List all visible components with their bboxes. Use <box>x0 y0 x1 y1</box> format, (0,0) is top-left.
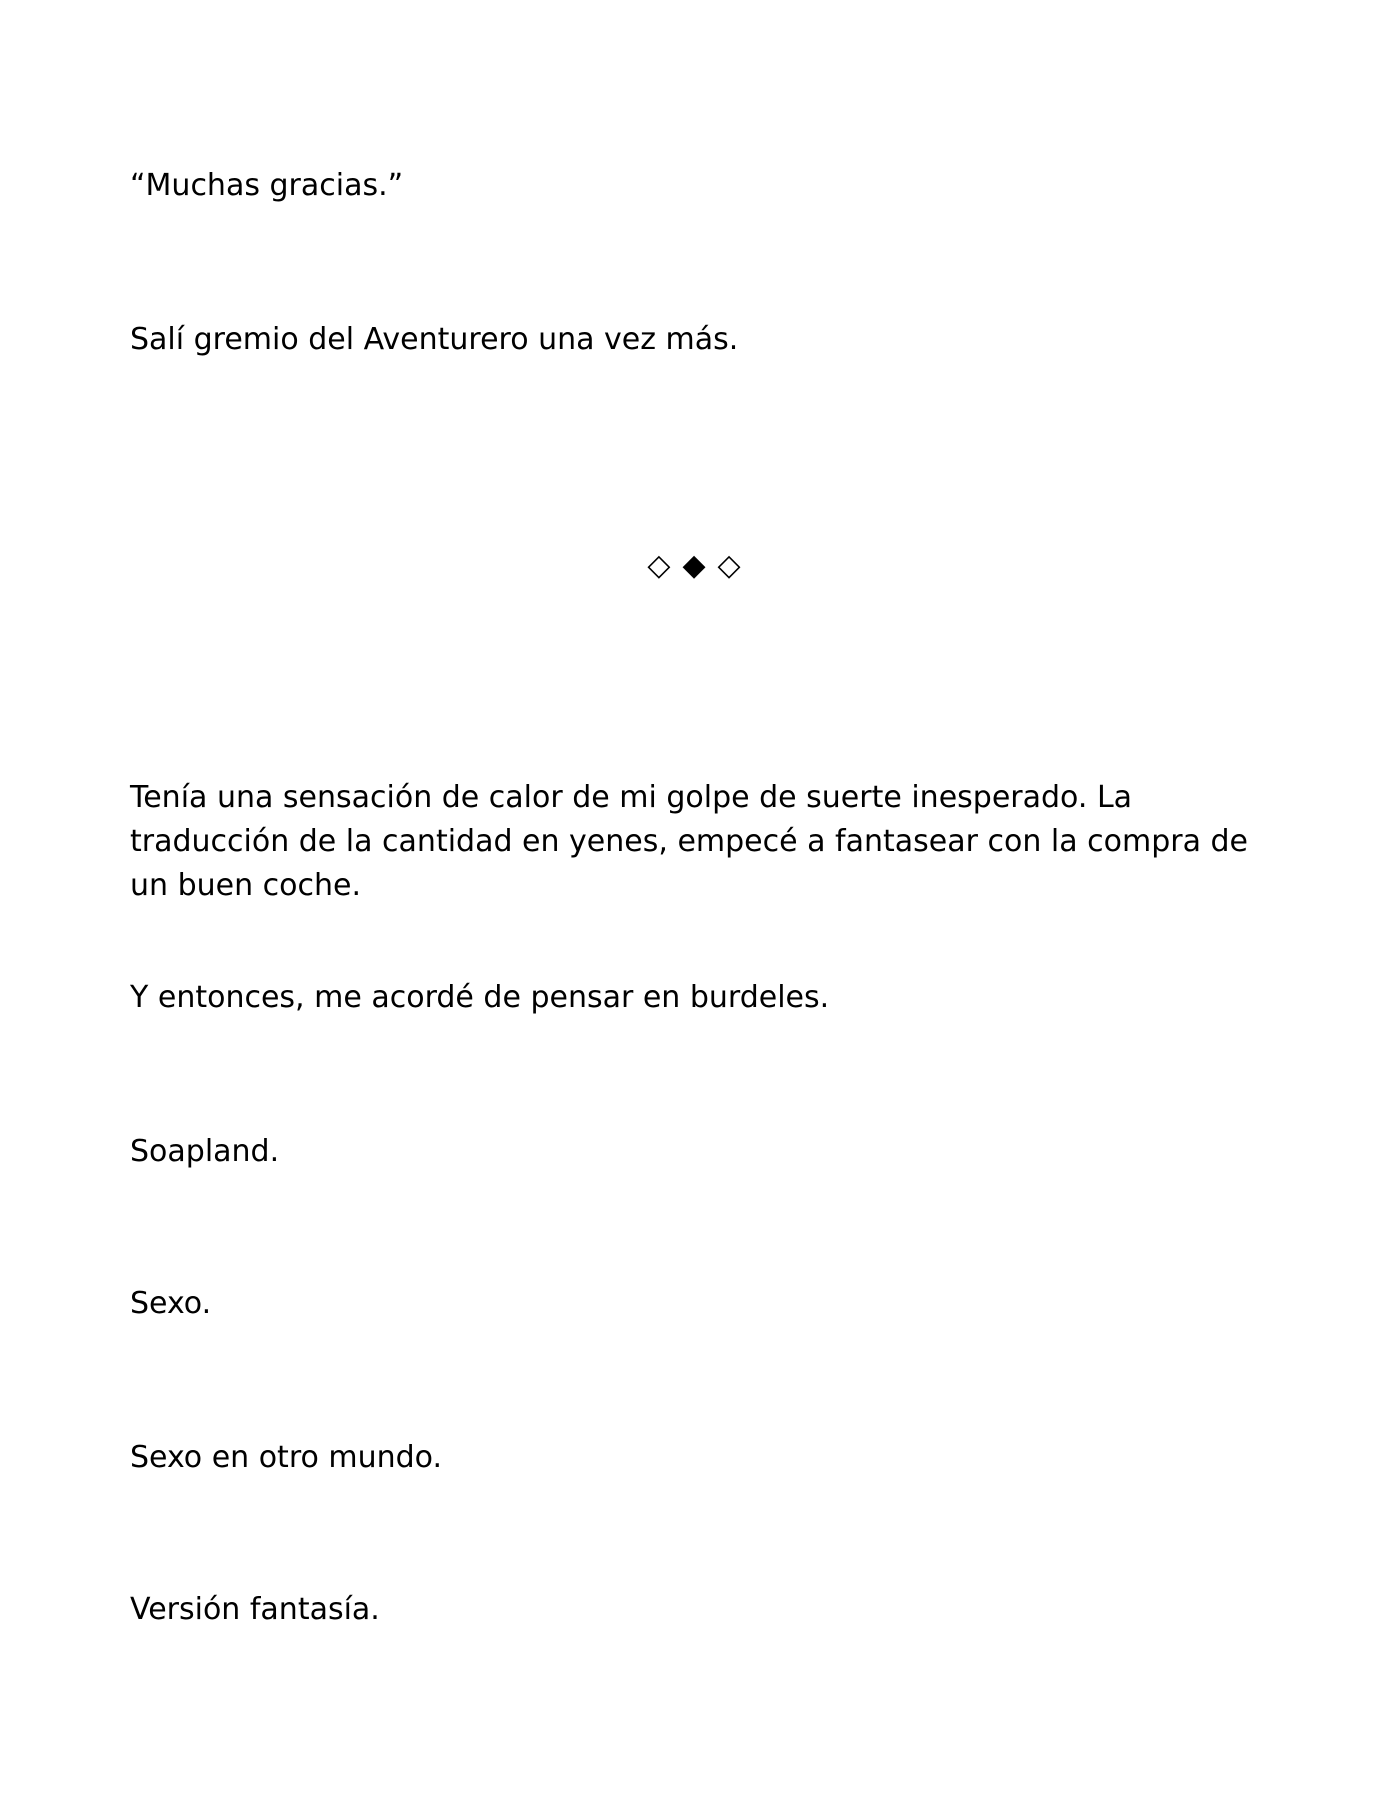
paragraph-version-fantasia: Versión fantasía. <box>130 1592 380 1627</box>
paragraph-soapland: Soapland. <box>130 1134 280 1169</box>
paragraph-otro-mundo: Sexo en otro mundo. <box>130 1440 443 1475</box>
paragraph-sexo: Sexo. <box>130 1286 212 1321</box>
paragraph-left-guild: Salí gremio del Aventurero una vez más. <box>130 322 739 357</box>
paragraph-brothels: Y entonces, me acordé de pensar en burdeles. <box>130 980 830 1015</box>
scene-break-separator: ◇◆◇ <box>647 548 753 583</box>
paragraph-warm-feeling: Tenía una sensación de calor de mi golpe de suerte inesperado. La traducción de la cantidad en yenes, empecé a fantasear con la compra de un buen coche. <box>130 780 1248 903</box>
paragraph-thanks: “Muchas gracias.” <box>130 168 404 203</box>
